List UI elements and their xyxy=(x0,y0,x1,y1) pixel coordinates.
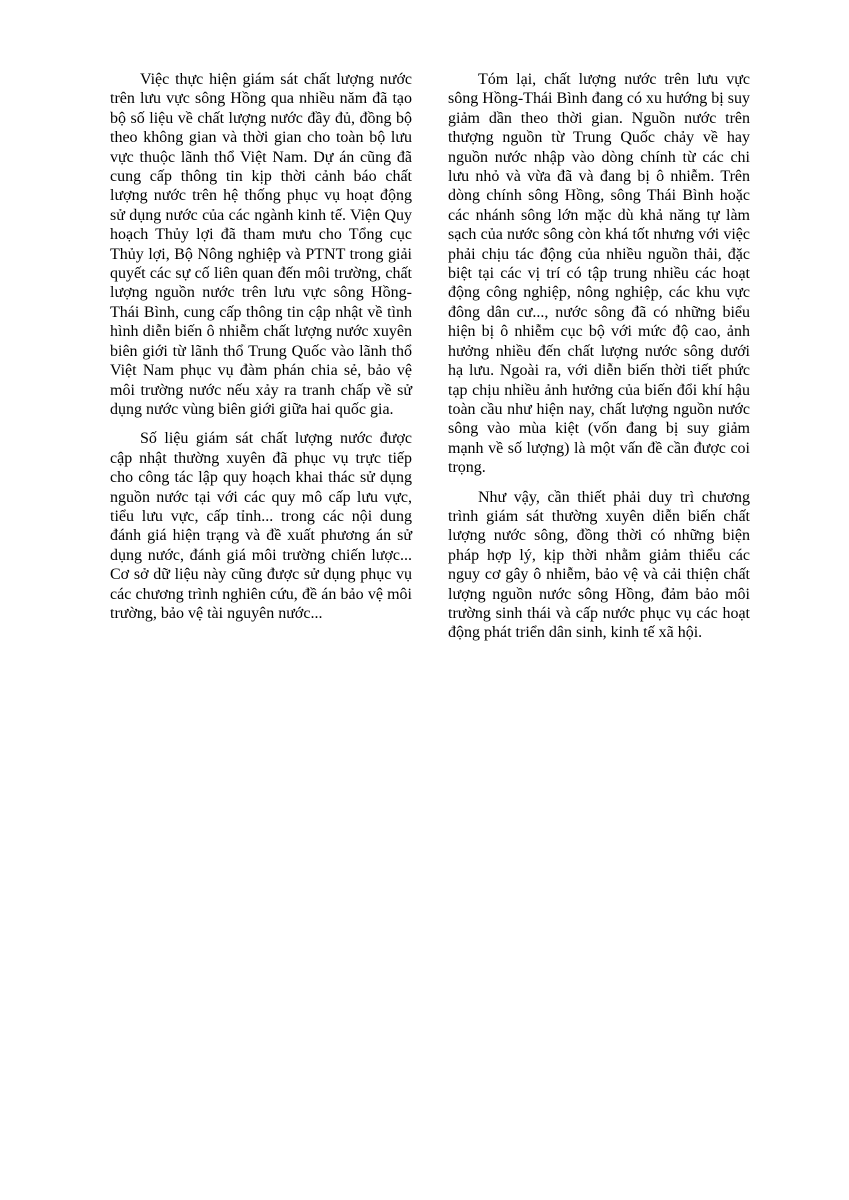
paragraph-summary: Tóm lại, chất lượng nước trên lưu vực sông Hồng-Thái Bình đang có xu hướng bị suy giảm dần theo thời gian. Nguồn nước trên thượng nguồn từ Trung Quốc chảy về hay nguồn nước nhập vào dòng chính từ các chi lưu nhỏ và vừa đã và đang bị ô nhiễm. Trên dòng chính sông Hồng, sông Thái Bình hoặc các nhánh sông lớn mặc dù khả năng tự làm sạch của nước sông còn khá tốt nhưng với việc phải chịu tác động của nhiều nguồn thải, đặc biệt tại các vị trí có tập trung nhiều các hoạt động công nghiệp, nông nghiệp, các khu vực đông dân cư..., nước sông đã có những biểu hiện bị ô nhiễm cục bộ với mức độ cao, ảnh hưởng nhiều đến chất lượng nước sông dưới hạ lưu. Ngoài ra, với diễn biến thời tiết phức tạp chịu nhiều ảnh hưởng của biến đổi khí hậu toàn cầu như hiện nay, chất lượng nguồn nước sông vào mùa kiệt (vốn đang bị suy giảm mạnh về số lượng) là một vấn đề cần được coi trọng. xyxy=(448,71,750,477)
paragraph-monitoring-results: Việc thực hiện giám sát chất lượng nước trên lưu vực sông Hồng qua nhiều năm đã tạo bộ số liệu về chất lượng nước đầy đủ, đồng bộ theo không gian và thời gian cho toàn bộ lưu vực thuộc lãnh thổ Việt Nam. Dự án cũng đã cung cấp thông tin kịp thời cảnh báo chất lượng nước trên hệ thống phục vụ hoạt động sử dụng nước của các ngành kinh tế. Viện Quy hoạch Thủy lợi đã tham mưu cho Tổng cục Thủy lợi, Bộ Nông nghiệp và PTNT trong giải quyết các sự cố liên quan đến môi trường, chất lượng nguồn nước trên lưu vực sông Hồng-Thái Bình, cung cấp thông tin cập nhật về tình hình diễn biến ô nhiễm chất lượng nước xuyên biên giới từ lãnh thổ Trung Quốc vào lãnh thổ Việt Nam phục vụ đàm phán chia sẻ, bảo vệ môi trường nước nếu xảy ra tranh chấp về sử dụng nước vùng biên giới giữa hai quốc gia. xyxy=(110,71,412,418)
paragraph-data-usage: Số liệu giám sát chất lượng nước được cập nhật thường xuyên đã phục vụ trực tiếp cho công tác lập quy hoạch khai thác sử dụng nguồn nước tại với các quy mô cấp lưu vực, tiểu lưu vực, cấp tỉnh... trong các nội dung đánh giá hiện trạng và đề xuất phương án sử dụng nước, đánh giá môi trường chiến lược... Cơ sở dữ liệu này cũng được sử dụng phục vụ các chương trình nghiên cứu, đề án bảo vệ môi trường, bảo vệ tài nguyên nước... xyxy=(110,430,412,622)
paragraph-conclusion: Như vậy, cần thiết phải duy trì chương trình giám sát thường xuyên diễn biến chất lượng nước sông, đồng thời có những biện pháp hợp lý, kịp thời nhằm giảm thiểu các nguy cơ gây ô nhiễm, bảo vệ và cải thiện chất lượng nguồn nước sông Hồng, đảm bảo môi trường sinh thái và cấp nước phục vụ các hoạt động phát triển dân sinh, kinh tế xã hội. xyxy=(448,488,750,642)
left-column xyxy=(110,70,412,633)
right-column xyxy=(448,70,750,653)
